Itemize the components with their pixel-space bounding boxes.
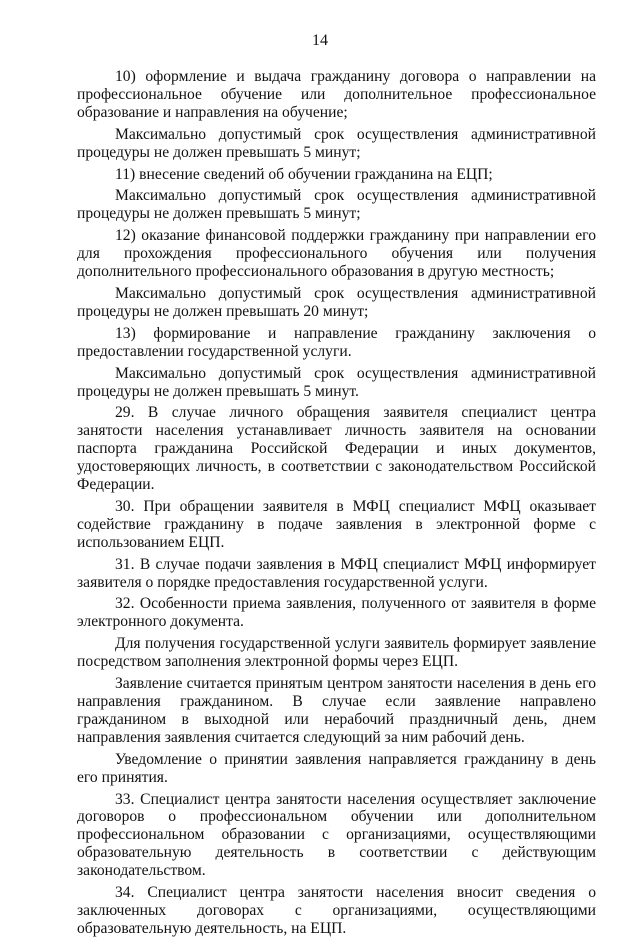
paragraph-time-limit: Максимально допустимый срок осуществления административной процедуры не должен превышать 5 минут.: [77, 364, 596, 400]
paragraph-time-limit: Максимально допустимый срок осуществления административной процедуры не должен превышать 20 минут;: [77, 284, 596, 320]
paragraph-clause-34: 34. Специалист центра занятости населения вносит сведения о заключенных договорах с организациями, осуществляющими образовательную деятельность, на ЕЦП.: [77, 884, 596, 937]
paragraph-text: Для получения государственной услуги заявитель формирует заявление посредством заполнения электронной формы через ЕЦП.: [77, 635, 596, 671]
paragraph-clause-31: 31. В случае подачи заявления в МФЦ специалист МФЦ информирует заявителя о порядке предоставления государственной услуги.: [77, 555, 596, 591]
paragraph-time-limit: Максимально допустимый срок осуществления административной процедуры не должен превышать 5 минут;: [77, 187, 596, 223]
document-body: [77, 68, 596, 938]
paragraph-text: Уведомление о принятии заявления направляется гражданину в день его принятия.: [77, 750, 596, 786]
page-number: 14: [312, 32, 328, 49]
paragraph-item-12: 12) оказание финансовой поддержки гражданину при направлении его для прохождения профессионального обучения или получения дополнительного профессионального образования в другую местность;: [77, 227, 596, 281]
paragraph-item-11: 11) внесение сведений об обучении гражданина на ЕЦП;: [115, 165, 493, 183]
paragraph-clause-29: 29. В случае личного обращения заявителя специалист центра занятости населения устанавливает личность заявителя на основании паспорта гражданина Российской Федерации и иных документов, удостоверяющих личность, в соответствии с законодательством Российской Федерации.: [77, 404, 596, 494]
paragraph-text: Заявление считается принятым центром занятости населения в день его направления гражданином. В случае если заявление направлено гражданином в выходной или нерабочий праздничный день, днем направления заявления считается следующий за ним рабочий день.: [77, 675, 596, 746]
paragraph-item-10: 10) оформление и выдача гражданину договора о направлении на профессиональное обучение или дополнительное профессиональное образование и направления на обучение;: [77, 68, 596, 121]
paragraph-clause-33: 33. Специалист центра занятости населения осуществляет заключение договоров о профессиональном обучении или дополнительном профессиональном образовании с организациями, осуществляющими образовательную деятельность в соответствии с действующим законодательством.: [77, 790, 596, 880]
paragraph-time-limit: Максимально допустимый срок осуществления административной процедуры не должен превышать 5 минут;: [77, 125, 596, 161]
paragraph-item-13: 13) формирование и направление гражданину заключения о предоставлении государственной услуги.: [77, 324, 596, 360]
paragraph-clause-30: 30. При обращении заявителя в МФЦ специалист МФЦ оказывает содействие гражданину в подаче заявления в электронной форме с использованием ЕЦП.: [77, 497, 596, 551]
paragraph-clause-32: 32. Особенности приема заявления, полученного от заявителя в форме электронного документа.: [77, 595, 596, 631]
